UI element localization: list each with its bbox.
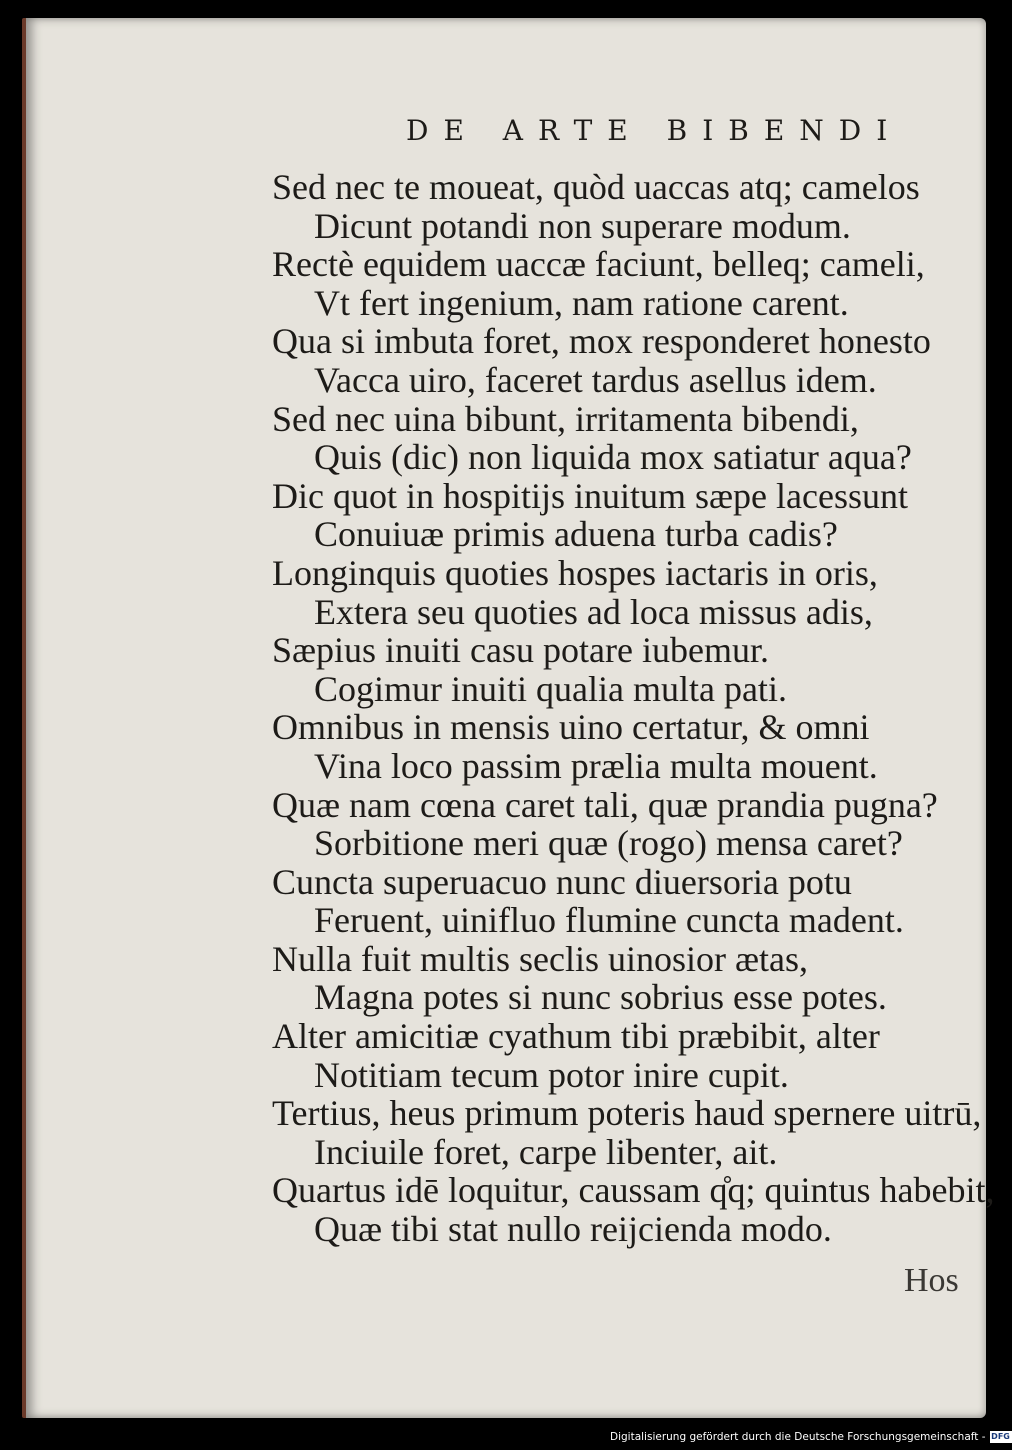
verse-line-8: Quis (dic) non liquida mox satiatur aqua? [314,437,912,478]
verse-line-7: Sed nec uina bibunt, irritamenta bibendi, [272,398,859,439]
verse-line-28: Quæ tibi stat nullo reijcienda modo. [314,1209,832,1250]
book-page [22,18,995,1418]
catchword: Hos [904,1262,959,1299]
dfg-logo-icon: DFG [991,1432,1010,1441]
verse-line-24: Notitiam tecum potor inire cupit. [314,1054,789,1095]
verse-line-2: Dicunt potandi non superare modum. [314,205,851,246]
verse-line-16: Vina loco passim prælia multa mouent. [314,745,878,786]
verse-line-12: Extera seu quoties ad loca missus adis, [314,591,873,632]
digitization-credit [610,1427,1012,1447]
verse-line-10: Conuiuæ primis aduena turba cadis? [314,514,838,555]
verse-line-21: Nulla fuit multis seclis uinosior ætas, [272,938,808,979]
verse-line-3: Rectè equidem uaccæ faciunt, belleq; cameli, [272,244,925,285]
verse-line-23: Alter amicitiæ cyathum tibi præbibit, alter [272,1016,880,1057]
verse-line-13: Sæpius inuiti casu potare iubemur. [272,630,769,671]
verse-line-19: Cuncta superuacuo nunc diuersoria potu [272,861,852,902]
verse-line-20: Feruent, uinifluo flumine cuncta madent. [314,900,904,941]
verse-line-9: Dic quot in hospitijs inuitum sæpe lacessunt [272,475,908,516]
verse-line-5: Qua si imbuta foret, mox responderet honesto [272,321,931,362]
verse-line-27: Quartus idē loquitur, caussam q̊q; quintus habebit, [272,1170,995,1211]
verse-line-17: Quæ nam cœna caret tali, quæ prandia pugna? [272,784,938,825]
verse-line-14: Cogimur inuiti qualia multa pati. [314,668,787,709]
verse-line-6: Vacca uiro, faceret tardus asellus idem. [314,359,877,400]
verse-line-11: Longinquis quoties hospes iactaris in oris, [272,552,878,593]
verse-line-25: Tertius, heus primum poteris haud spernere uitrū, [272,1093,982,1134]
verse-block [272,167,995,1250]
verse-line-18: Sorbitione meri quæ (rogo) mensa caret? [314,823,903,864]
verse-line-26: Inciuile foret, carpe libenter, ait. [314,1131,778,1172]
verse-line-15: Omnibus in mensis uino certatur, & omni [272,707,870,748]
running-head: DE ARTE BIBENDI [406,114,903,147]
verse-line-1: Sed nec te moueat, quòd uaccas atq; camelos [272,167,920,207]
funding-notice: Digitalisierung gefördert durch die Deutsche Forschungsgemeinschaft - [610,1431,986,1443]
verse-line-22: Magna potes si nunc sobrius esse potes. [314,977,887,1018]
verse-line-4: Vt fert ingenium, nam ratione carent. [314,282,849,323]
